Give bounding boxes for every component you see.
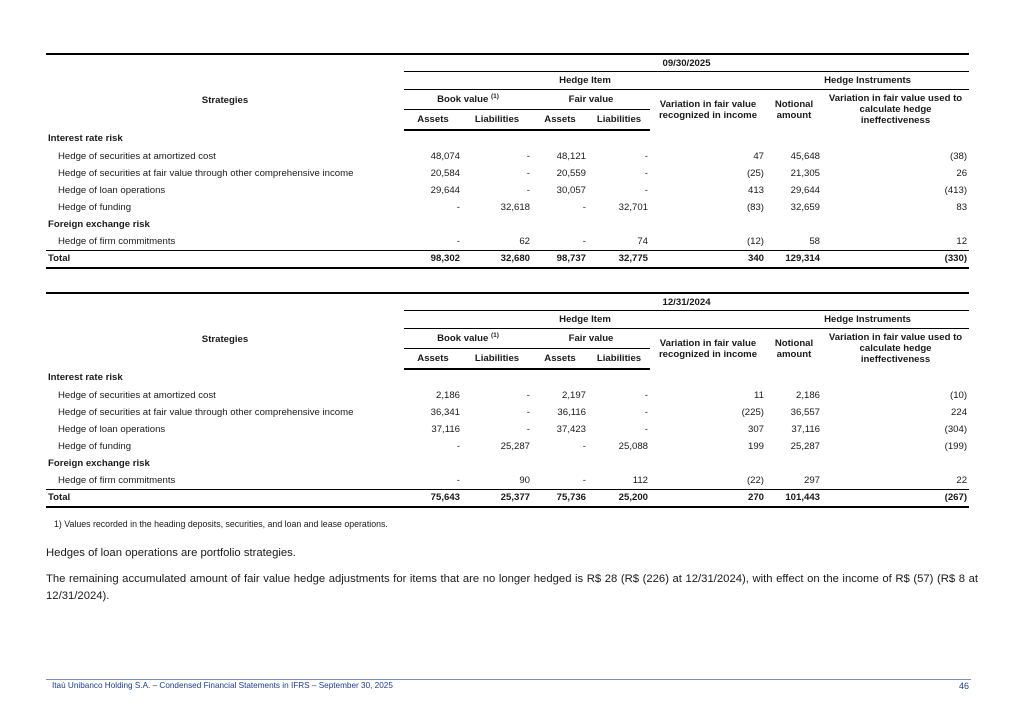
value-cell: 90 [519,474,530,486]
value-cell [766,369,822,387]
value-cell [650,369,766,387]
value-cell: 83 [956,201,968,213]
assets-col-header: Assets [532,349,588,369]
value-cell: 32,680 [462,250,532,268]
value-cell: (330) [822,250,969,268]
value-cell [532,216,588,233]
hedge-instruments-header: Hedge Instruments [766,311,969,329]
value-cell [650,216,766,233]
value-cell: 98,302 [404,250,462,268]
period-date: 12/31/2024 [404,293,969,311]
value-cell: 26 [956,167,968,179]
row-label: Hedge of securities at amortized cost [58,150,216,162]
value-cell [588,216,650,233]
value-cell [588,369,650,387]
value-cell: - [582,235,586,247]
value-cell [650,130,766,148]
value-cell: 75,736 [532,489,588,507]
value-cell [462,216,532,233]
value-cell: 37,116 [431,423,460,435]
value-cell: 36,341 [430,406,460,418]
row-label: Hedge of securities at fair value through other comprehensive income [58,167,354,179]
value-cell: 48,074 [430,150,460,162]
book-value-header: Book value $^{(1)}$ [404,90,532,110]
value-cell: 32,618 [500,201,530,213]
value-cell [822,130,969,148]
value-cell [822,369,969,387]
period-date: 09/30/2025 [404,54,969,72]
section-row [46,130,969,148]
section-label: Foreign exchange risk [48,218,150,230]
table-row [46,472,969,490]
notional-header: Notional amount [774,98,814,121]
value-cell: 20,584 [430,167,460,179]
row-label: Hedge of funding [58,440,132,452]
value-cell: 32,775 [588,250,650,268]
value-cell [588,130,650,148]
value-cell [766,455,822,472]
value-cell: 25,200 [588,489,650,507]
value-cell: (413) [944,184,968,196]
table-row [46,438,969,455]
footer-text: Itaú Unibanco Holding S.A. – Condensed Financial Statements in IFRS – September 30, 2025 [52,681,393,690]
value-cell: 199 [747,440,764,452]
assets-col-header: Assets [404,349,462,369]
strategies-header: Strategies [201,334,249,345]
liabilities-col-header: Liabilities [588,349,650,369]
value-cell: - [526,150,530,162]
value-cell: - [526,389,530,401]
liabilities-col-header: Liabilities [462,349,532,369]
row-label: Hedge of loan operations [58,423,166,435]
value-cell: 30,057 [556,184,586,196]
total-row [46,489,969,507]
value-cell [588,455,650,472]
section-row [46,369,969,387]
value-cell: - [644,406,648,418]
fair-value-header: Fair value [532,90,650,110]
value-cell [462,455,532,472]
value-cell [650,455,766,472]
value-cell [822,455,969,472]
hedge-table-2024 [46,292,969,508]
value-cell: 29,644 [430,184,460,196]
value-cell: 32,659 [790,201,820,213]
row-label: Hedge of firm commitments [58,474,176,486]
value-cell: 224 [951,406,968,418]
value-cell: - [456,474,460,486]
section-label: Interest rate risk [48,133,123,144]
table-row [46,182,969,199]
value-cell: (267) [822,489,969,507]
value-cell [532,455,588,472]
total-row [46,250,969,268]
value-cell: (38) [950,150,968,162]
total-label: Total [46,250,404,268]
paragraph: The remaining accumulated amount of fair value hedge adjustments for items that are no longer hedged is R$ 28 (R$ (226) at 12/31/2024), with effect on the income of R$ (57) (R$ 8 at 12/31/2024). [46,573,978,602]
hedge-item-header: Hedge Item [404,311,766,329]
value-cell [532,369,588,387]
value-cell: 25,377 [462,489,532,507]
value-cell: 2,197 [561,389,586,401]
value-cell: 48,121 [556,150,586,162]
row-label: Hedge of securities at amortized cost [58,389,216,401]
value-cell: 25,287 [500,440,530,452]
page-number: 46 [958,681,969,691]
value-cell: 307 [747,423,764,435]
value-cell [404,216,462,233]
book-value-header: Book value $^{(1)}$ [404,329,532,349]
assets-col-header: Assets [532,110,588,130]
value-cell: 12 [956,235,968,247]
row-label: Hedge of funding [58,201,132,213]
table-row [46,387,969,404]
value-cell: 25,287 [790,440,820,452]
variation-instruments-header: Variation in fair value used to calculate hedge ineffectiveness [828,93,963,127]
value-cell: 37,116 [791,423,820,435]
strategies-header: Strategies [201,95,249,106]
variation-instruments-header: Variation in fair value used to calculate hedge ineffectiveness [828,332,963,366]
value-cell [532,130,588,148]
value-cell: 20,559 [556,167,586,179]
row-label: Hedge of loan operations [58,184,166,196]
value-cell: 129,314 [766,250,822,268]
paragraph: Hedges of loan operations are portfolio strategies. [46,547,296,559]
variation-item-header: Variation in fair value recognized in income [658,337,758,360]
value-cell: - [644,184,648,196]
section-label: Foreign exchange risk [48,457,150,469]
value-cell [404,455,462,472]
value-cell: - [526,423,530,435]
value-cell: - [582,440,586,452]
value-cell: 297 [803,474,820,486]
value-cell [462,130,532,148]
value-cell: (25) [746,167,764,179]
liabilities-col-header: Liabilities [462,110,532,130]
assets-col-header: Assets [404,110,462,130]
value-cell: (83) [746,201,764,213]
variation-item-header: Variation in fair value recognized in income [658,98,758,121]
hedge-item-header: Hedge Item [404,72,766,90]
value-cell: 21,305 [790,167,820,179]
value-cell: - [456,235,460,247]
value-cell: 58 [809,235,820,247]
value-cell: - [456,201,460,213]
row-label: Hedge of securities at fair value through other comprehensive income [58,406,354,418]
value-cell: 2,186 [795,389,820,401]
table-row [46,233,969,251]
value-cell: (10) [950,389,968,401]
value-cell: 413 [747,184,764,196]
footnote: 1) Values recorded in the heading deposits, securities, and loan and lease operations. [54,519,388,529]
section-row [46,216,969,233]
value-cell: - [644,167,648,179]
value-cell: - [526,406,530,418]
value-cell: 37,423 [556,423,586,435]
value-cell: (12) [746,235,764,247]
value-cell: - [456,440,460,452]
value-cell [822,216,969,233]
value-cell: 98,737 [532,250,588,268]
table-row [46,404,969,421]
value-cell: (225) [741,406,764,418]
section-row [46,455,969,472]
value-cell: - [582,201,586,213]
value-cell: 47 [753,150,764,162]
fair-value-header: Fair value [532,329,650,349]
value-cell [766,216,822,233]
section-label: Interest rate risk [48,372,123,383]
value-cell: 74 [637,235,648,247]
value-cell: 29,644 [790,184,820,196]
value-cell: - [644,150,648,162]
hedge-instruments-header: Hedge Instruments [766,72,969,90]
value-cell [766,130,822,148]
value-cell: - [526,167,530,179]
value-cell: 22 [956,474,968,486]
value-cell: 112 [632,474,648,486]
row-label: Hedge of firm commitments [58,235,176,247]
value-cell [404,369,462,387]
value-cell: (22) [746,474,764,486]
value-cell: (304) [944,423,968,435]
value-cell: 36,116 [557,406,586,418]
value-cell: 340 [650,250,766,268]
value-cell: - [644,423,648,435]
table-row [46,148,969,165]
value-cell: 45,648 [790,150,820,162]
value-cell: 270 [650,489,766,507]
value-cell: - [644,389,648,401]
table-row [46,421,969,438]
value-cell: (199) [944,440,968,452]
liabilities-col-header: Liabilities [588,110,650,130]
value-cell: 75,643 [404,489,462,507]
value-cell: 2,186 [435,389,460,401]
value-cell: 32,701 [618,201,648,213]
table-row [46,165,969,182]
total-label: Total [46,489,404,507]
value-cell: 25,088 [618,440,648,452]
value-cell: 36,557 [790,406,820,418]
value-cell: - [526,184,530,196]
value-cell [404,130,462,148]
value-cell: 11 [754,389,764,401]
footer-divider [46,679,971,680]
value-cell: - [582,474,586,486]
value-cell: 101,443 [766,489,822,507]
notional-header: Notional amount [774,337,814,360]
value-cell: 62 [519,235,530,247]
table-row [46,199,969,216]
value-cell [462,369,532,387]
hedge-table-2025 [46,53,969,269]
